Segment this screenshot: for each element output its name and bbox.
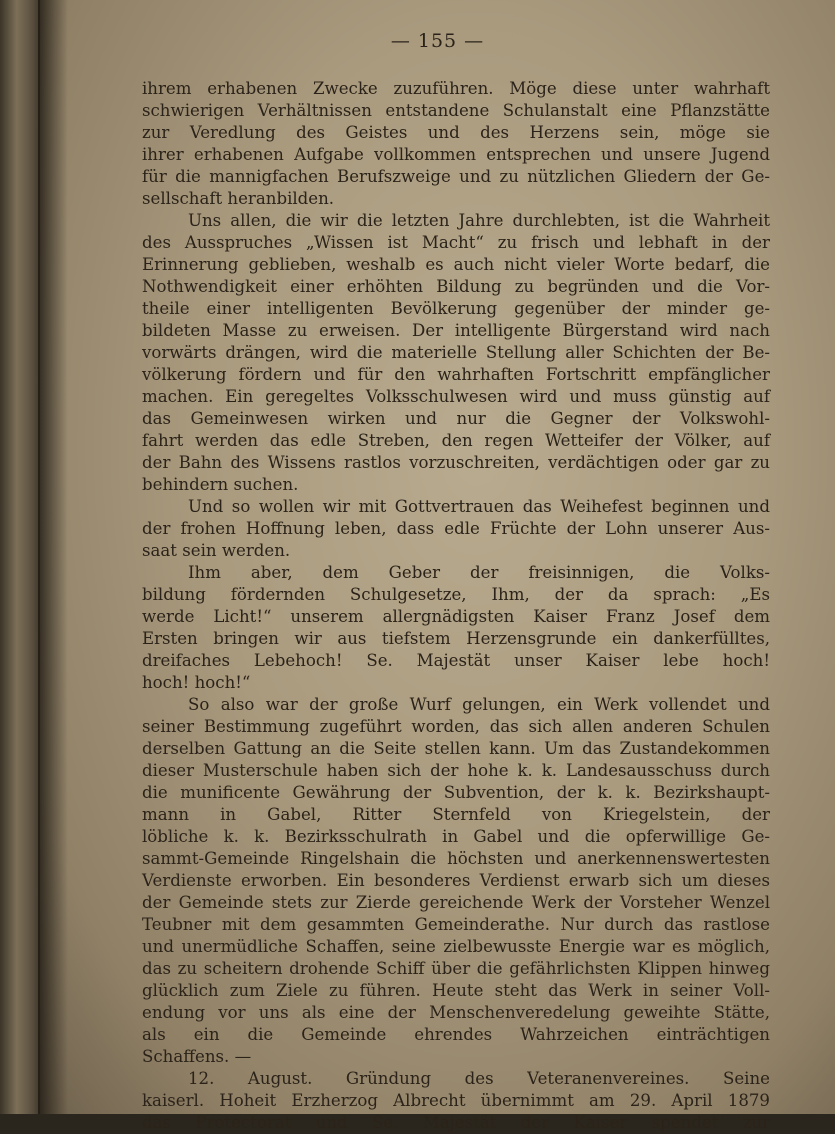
text-line: dreifaches Lebehoch! Se. Majestät unser Kaiser lebe hoch! (142, 651, 770, 670)
text-line: löbliche k. k. Bezirksschulrath in Gabel und die opferwillige Ge- (142, 827, 770, 846)
text-line: die munificente Gewährung der Subvention, der k. k. Bezirkshaupt- (142, 783, 770, 802)
text-line: vorwärts drängen, wird die materielle Stellung aller Schichten der Be- (142, 343, 770, 362)
text-line: der Gemeinde stets zur Zierde gereichende Werk der Vorsteher Wenzel (142, 893, 770, 912)
text-line: Nothwendigkeit einer erhöhten Bildung zu begründen und die Vor- (142, 277, 770, 296)
left-page-edge (0, 0, 42, 1114)
text-line: als ein die Gemeinde ehrendes Wahrzeichen einträchtigen (142, 1025, 770, 1044)
text-line: des Ausspruches „Wissen ist Macht“ zu frisch und lebhaft in der (142, 233, 770, 252)
text-line: Verdienste erworben. Ein besonderes Verdienst erwarb sich um dieses (142, 871, 770, 890)
text-line: theile einer intelligenten Bevölkerung gegenüber der minder ge- (142, 299, 770, 318)
text-line: Teubner mit dem gesammten Gemeinderathe. Nur durch das rastlose (142, 915, 770, 934)
page-body-text (142, 78, 770, 1134)
text-line: Uns allen, die wir die letzten Jahre durchlebten, ist die Wahrheit (188, 211, 770, 230)
text-line: der Bahn des Wissens rastlos vorzuschreiten, verdächtigen oder gar zu (142, 453, 770, 472)
text-line: ihrer erhabenen Aufgabe vollkommen entsprechen und unsere Jugend (142, 145, 770, 164)
text-line: werde Licht!“ unserem allergnädigsten Kaiser Franz Josef dem (142, 607, 770, 626)
text-line: hoch! hoch!“ (142, 673, 251, 692)
text-line: seiner Bestimmung zugeführt worden, das sich allen anderen Schulen (142, 717, 770, 736)
text-line: das zu scheitern drohende Schiff über die gefährlichsten Klippen hinweg (142, 959, 770, 978)
text-line: das Protectorat und Se. Majestät der Kaiser spendet zur (142, 1113, 770, 1132)
text-line: Schaffens. — (142, 1047, 252, 1066)
text-line: machen. Ein geregeltes Volksschulwesen wird und muss günstig auf (142, 387, 770, 406)
text-line: dieser Musterschule haben sich der hohe k. k. Landesausschuss durch (142, 761, 770, 780)
text-line: bildeten Masse zu erweisen. Der intelligente Bürgerstand wird nach (142, 321, 770, 340)
text-line: bildung fördernden Schulgesetze, Ihm, der da sprach: „Es (142, 585, 770, 604)
text-line: fahrt werden das edle Streben, den regen Wetteifer der Völker, auf (142, 431, 770, 450)
gutter-shadow (38, 0, 68, 1114)
text-line: Ihm aber, dem Geber der freisinnigen, die Volks- (188, 563, 770, 582)
text-line: kaiserl. Hoheit Erzherzog Albrecht übernimmt am 29. April 1879 (142, 1091, 770, 1110)
text-line: Und so wollen wir mit Gottvertrauen das Weihefest beginnen und (188, 497, 770, 516)
text-line: das Gemeinwesen wirken und nur die Gegner der Volkswohl- (142, 409, 770, 428)
text-line: Erinnerung geblieben, weshalb es auch nicht vieler Worte bedarf, die (142, 255, 770, 274)
text-line: derselben Gattung an die Seite stellen kann. Um das Zustandekommen (142, 739, 770, 758)
text-line: zur Veredlung des Geistes und des Herzens sein, möge sie (142, 123, 770, 142)
text-line: Ersten bringen wir aus tiefstem Herzensgrunde ein dankerfülltes, (142, 629, 770, 648)
text-line: glücklich zum Ziele zu führen. Heute steht das Werk in seiner Voll- (142, 981, 770, 1000)
text-line: für die mannigfachen Berufszweige und zu nützlichen Gliedern der Ge- (142, 167, 770, 186)
text-line: sellschaft heranbilden. (142, 189, 335, 208)
text-line: und unermüdliche Schaffen, seine zielbewusste Energie war es möglich, (142, 937, 770, 956)
text-line: völkerung fördern und für den wahrhaften Fortschritt empfänglicher (142, 365, 770, 384)
text-line: behindern suchen. (142, 475, 299, 494)
text-line: ihrem erhabenen Zwecke zuzuführen. Möge diese unter wahrhaft (142, 79, 770, 98)
text-line: mann in Gabel, Ritter Sternfeld von Kriegelstein, der (142, 805, 770, 824)
text-line: 12. August. Gründung des Veteranenvereines. Seine (188, 1069, 770, 1088)
text-line: sammt-Gemeinde Ringelshain die höchsten und anerkennenswertesten (142, 849, 770, 868)
text-line: endung vor uns als eine der Menschenveredelung geweihte Stätte, (142, 1003, 770, 1022)
text-line: saat sein werden. (142, 541, 291, 560)
text-line: der frohen Hoffnung leben, dass edle Früchte der Lohn unserer Aus- (142, 519, 770, 538)
page-number: — 155 — (390, 30, 485, 52)
text-line: schwierigen Verhältnissen entstandene Schulanstalt eine Pflanzstätte (142, 101, 770, 120)
book-page (40, 0, 835, 1132)
text-line: So also war der große Wurf gelungen, ein Werk vollendet und (188, 695, 770, 714)
